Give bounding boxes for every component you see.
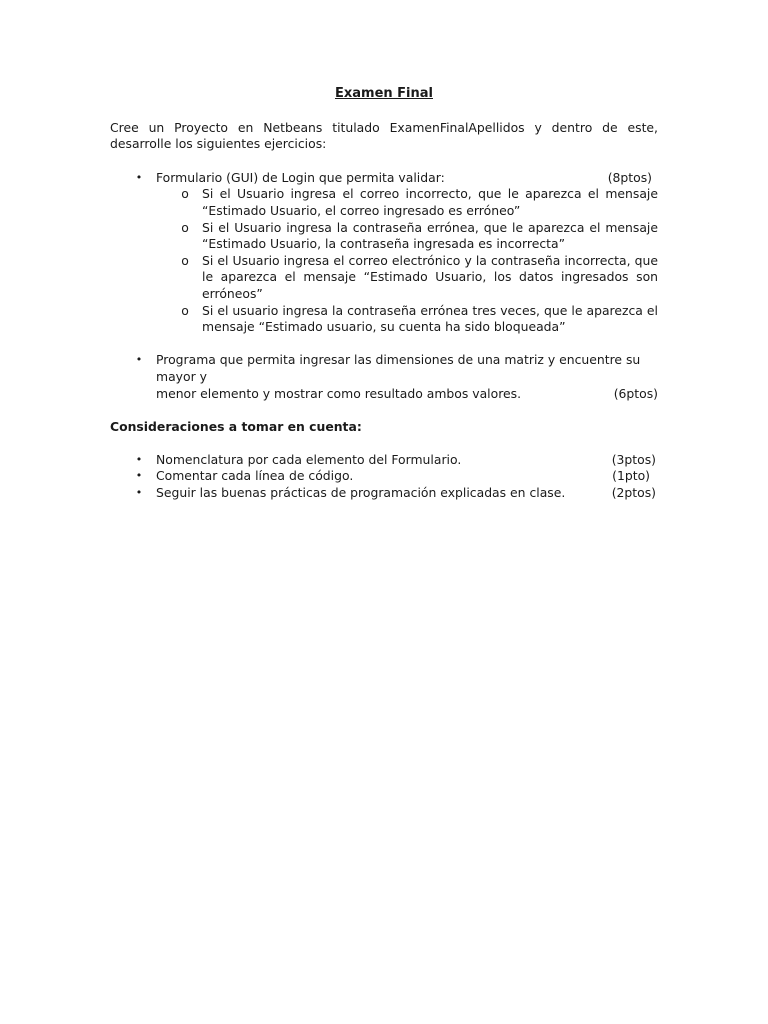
consideration-points: (2ptos) (611, 485, 656, 501)
validation-list (156, 186, 658, 335)
exercise-list (110, 170, 658, 402)
spacer (110, 402, 658, 419)
validation-item (156, 220, 658, 253)
validation-item (156, 303, 658, 336)
exercise-item-matrix (110, 352, 658, 402)
exercise-label: Formulario (GUI) de Login que permita validar: (156, 169, 445, 185)
bullet-icon: • (135, 486, 143, 500)
consideration-item (110, 485, 658, 502)
exercise-label-line2: menor elemento y mostrar como resultado ambos valores. (156, 385, 522, 401)
validation-text: Si el Usuario ingresa el correo electrónico y la contraseña incorrecta, que le aparezca el mensaje “Estimado Usuario, los datos ingresados son erróneos” (202, 252, 658, 301)
bullet-icon: • (135, 452, 143, 466)
consideration-row (156, 468, 658, 485)
validation-item (156, 186, 658, 219)
consideration-row (156, 452, 658, 469)
sub-bullet-icon: o (181, 252, 189, 268)
exercise-header (156, 170, 658, 187)
exercise-label-line1: Programa que permita ingresar las dimensiones de una matriz y encuentre su mayor y (156, 352, 641, 384)
bullet-icon: • (135, 353, 143, 367)
document-title: Examen Final (334, 86, 433, 101)
spacer (110, 336, 658, 353)
exercise-label-line2-row (156, 386, 658, 403)
sub-bullet-icon: o (181, 219, 189, 235)
consideration-item (110, 468, 658, 485)
consideration-label: Seguir las buenas prácticas de programación explicadas en clase. (156, 485, 566, 501)
consideration-points: (1pto) (612, 468, 650, 484)
sub-bullet-icon: o (181, 302, 189, 318)
intro-paragraph: Cree un Proyecto en Netbeans titulado ExamenFinalApellidos y dentro de este, desarrolle los siguientes ejercicios: (110, 119, 658, 152)
exercise-points: (6ptos) (613, 385, 658, 401)
consideration-label: Comentar cada línea de código. (156, 468, 354, 484)
validation-item (156, 253, 658, 303)
considerations-list (110, 452, 658, 502)
bullet-icon: • (135, 469, 143, 483)
considerations-heading: Consideraciones a tomar en cuenta: (110, 418, 362, 434)
consideration-label: Nomenclatura por cada elemento del Formulario. (156, 451, 462, 467)
consideration-item (110, 452, 658, 469)
sub-bullet-icon: o (181, 186, 189, 202)
spacer (110, 435, 658, 452)
validation-text: Si el Usuario ingresa la contraseña errónea, que le aparezca el mensaje “Estimado Usuario, la contraseña ingresada es incorrecta” (202, 219, 658, 252)
document-body (110, 86, 658, 502)
exercise-points: (8ptos) (607, 169, 652, 185)
validation-text: Si el usuario ingresa la contraseña errónea tres veces, que le aparezca el mensaje “Estimado usuario, su cuenta ha sido bloqueada” (202, 302, 658, 335)
consideration-points: (3ptos) (611, 451, 656, 467)
exercise-item-login (110, 170, 658, 336)
consideration-row (156, 485, 658, 502)
bullet-icon: • (135, 170, 143, 184)
validation-text: Si el Usuario ingresa el correo incorrecto, que le aparezca el mensaje “Estimado Usuario, el correo ingresado es erróneo” (202, 186, 658, 218)
